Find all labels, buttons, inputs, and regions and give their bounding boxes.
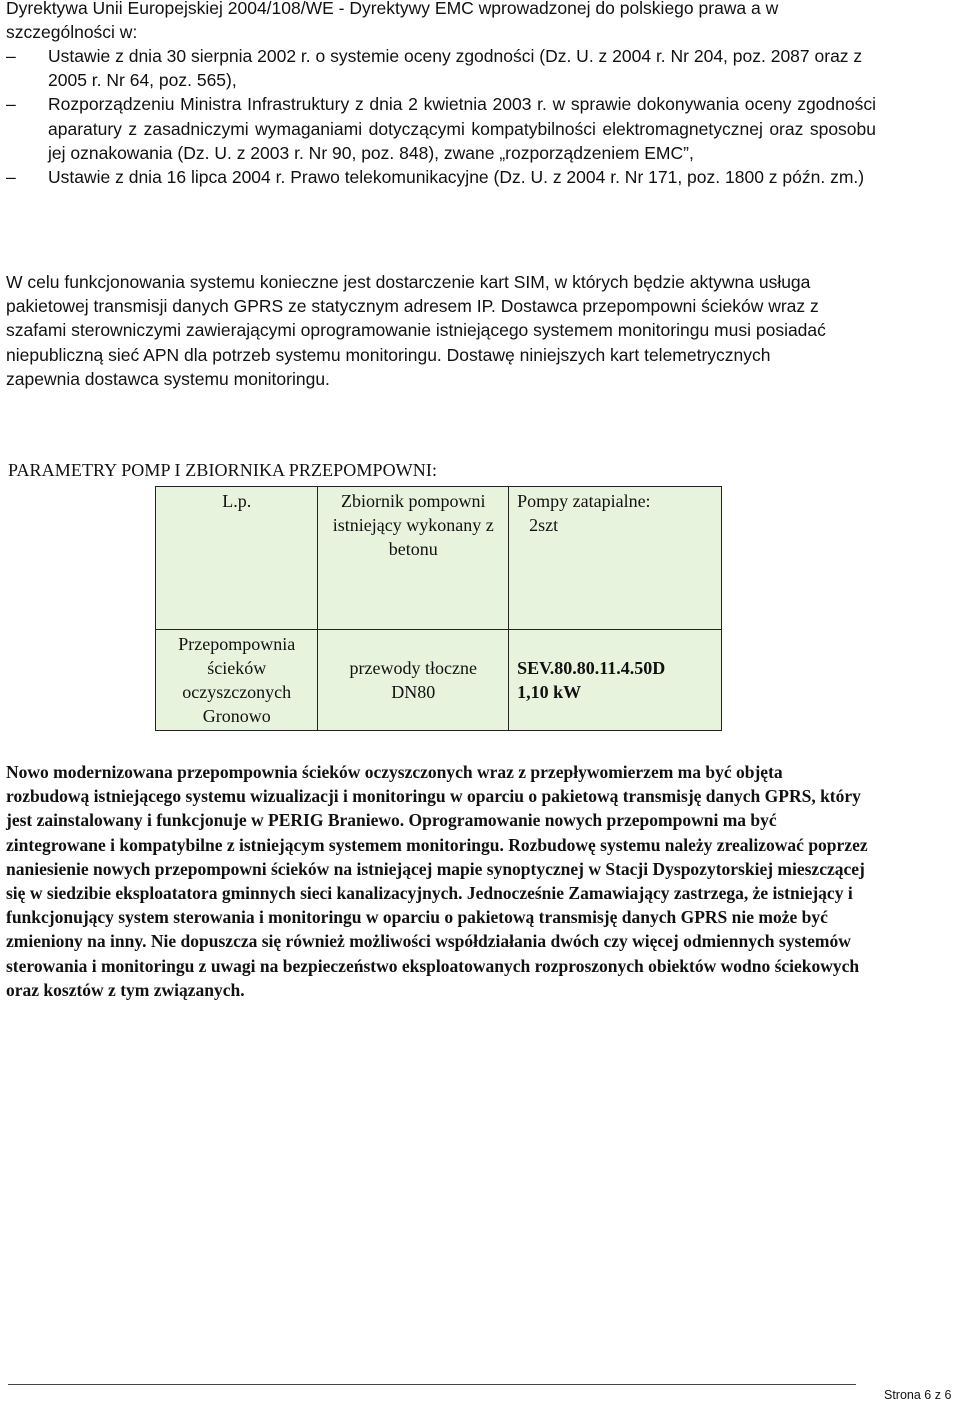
- station-name-text: Przepompownia ścieków oczyszczonych Gronowo: [178, 634, 296, 726]
- section-title: PARAMETRY POMP I ZBIORNIKA PRZEPOMPOWNI:: [8, 460, 438, 480]
- dash-bullet-icon: –: [6, 167, 16, 188]
- intro-paragraph: Dyrektywa Unii Europejskiej 2004/108/WE - Dyrektywy EMC wprowadzonej do polskiego prawa a w szczególności w:: [6, 0, 779, 43]
- header-pumps-label: Pompy zatapialne:: [517, 491, 651, 511]
- pipes-diameter: DN80: [391, 682, 436, 702]
- list-item: [6, 165, 876, 189]
- header-lp: [156, 487, 318, 630]
- legal-acts-list: [6, 44, 876, 189]
- list-item: [6, 92, 876, 165]
- gprs-paragraph: W celu funkcjonowania systemu konieczne jest dostarczenie kart SIM, w których będzie aktywna usługa pakietowej transmisji danych GPRS ze statycznym adresem IP. Dostawca przepompowni ścieków wraz z szafami sterowniczymi zawierającymi oprogramowanie istniejącego systemem monitoringu musi posiadać niepubliczną sieć APN dla potrzeb systemu monitoringu. Dostawę niniejszych kart telemetrycznych zapewnia dostawca systemu monitoringu.: [6, 272, 826, 389]
- pump-parameters-table: [155, 486, 722, 731]
- header-pumps-count: 2szt: [529, 515, 559, 535]
- header-tank-text: Zbiornik pompowni istniejący wykonany z betonu: [332, 491, 494, 559]
- list-item-text: Ustawie z dnia 30 sierpnia 2002 r. o systemie oceny zgodności (Dz. U. z 2004 r. Nr 204, poz. 2087 oraz z 2005 r. Nr 64, poz. 565),: [48, 46, 863, 91]
- pump-power: 1,10 kW: [517, 682, 582, 702]
- dash-bullet-icon: –: [6, 46, 16, 66]
- table-header-row: [156, 487, 722, 630]
- dash-bullet-icon: –: [6, 94, 16, 115]
- header-lp-text: L.p.: [222, 491, 252, 511]
- page-number: Strona 6 z 6: [884, 1388, 952, 1402]
- cell-pump-model: [509, 630, 722, 731]
- cell-pipes: [318, 630, 509, 731]
- list-item-text: Ustawie z dnia 16 lipca 2004 r. Prawo telekomunikacyjne (Dz. U. z 2004 r. Nr 171, poz. 1800 z późn. zm.): [48, 167, 865, 188]
- pump-model: SEV.80.80.11.4.50D: [517, 658, 666, 678]
- header-tank: [318, 487, 509, 630]
- list-item-text: Rozporządzeniu Ministra Infrastruktury z dnia 2 kwietnia 2003 r. w sprawie dokonywania oceny zgodności aparatury z zasadniczymi wymaganiami dotyczącymi kompatybilności elektromagnetycznej oraz sposobu jej oznakowania (Dz. U. z 2003 r. Nr 90, poz. 848), zwane „rozporządzeniem EMC”,: [48, 94, 876, 163]
- header-pumps: [509, 487, 722, 630]
- monitoring-requirements-paragraph: Nowo modernizowana przepompownia ścieków oczyszczonych wraz z przepływomierzem ma być objęta rozbudową istniejącego systemu wizualizacji i monitoringu w oparciu o pakietową transmisję danych GPRS, który jest zainstalowany i funkcjonuje w PERIG Braniewo. Oprogramowanie nowych przepompowni ma być zintegrowane i kompatybilne z istniejącym systemem monitoringu. Rozbudowę systemu należy zrealizować poprzez naniesienie nowych przepompowni ścieków na istniejącej mapie synoptycznej w Stacji Dyspozytorskiej mieszczącej się w siedzibie eksploatatora gminnych sieci kanalizacyjnych. Jednocześnie Zamawiający zastrzega, że istniejący i funkcjonujący system sterowania i monitoringu w oparciu o pakietową transmisję danych GPRS nie może być zmieniony na inny. Nie dopuszcza się również możliwości współdziałania dwóch czy więcej odmiennych systemów sterowania i monitoringu z uwagi na bezpieczeństwo eksploatowanych rozproszonych obiektów wodno ściekowych oraz kosztów z tym związanych.: [6, 762, 868, 1000]
- table-row: [156, 630, 722, 731]
- pipes-label: przewody tłoczne: [349, 658, 477, 678]
- list-item: [6, 44, 876, 92]
- footer-divider: [8, 1384, 856, 1385]
- cell-station-name: [156, 630, 318, 731]
